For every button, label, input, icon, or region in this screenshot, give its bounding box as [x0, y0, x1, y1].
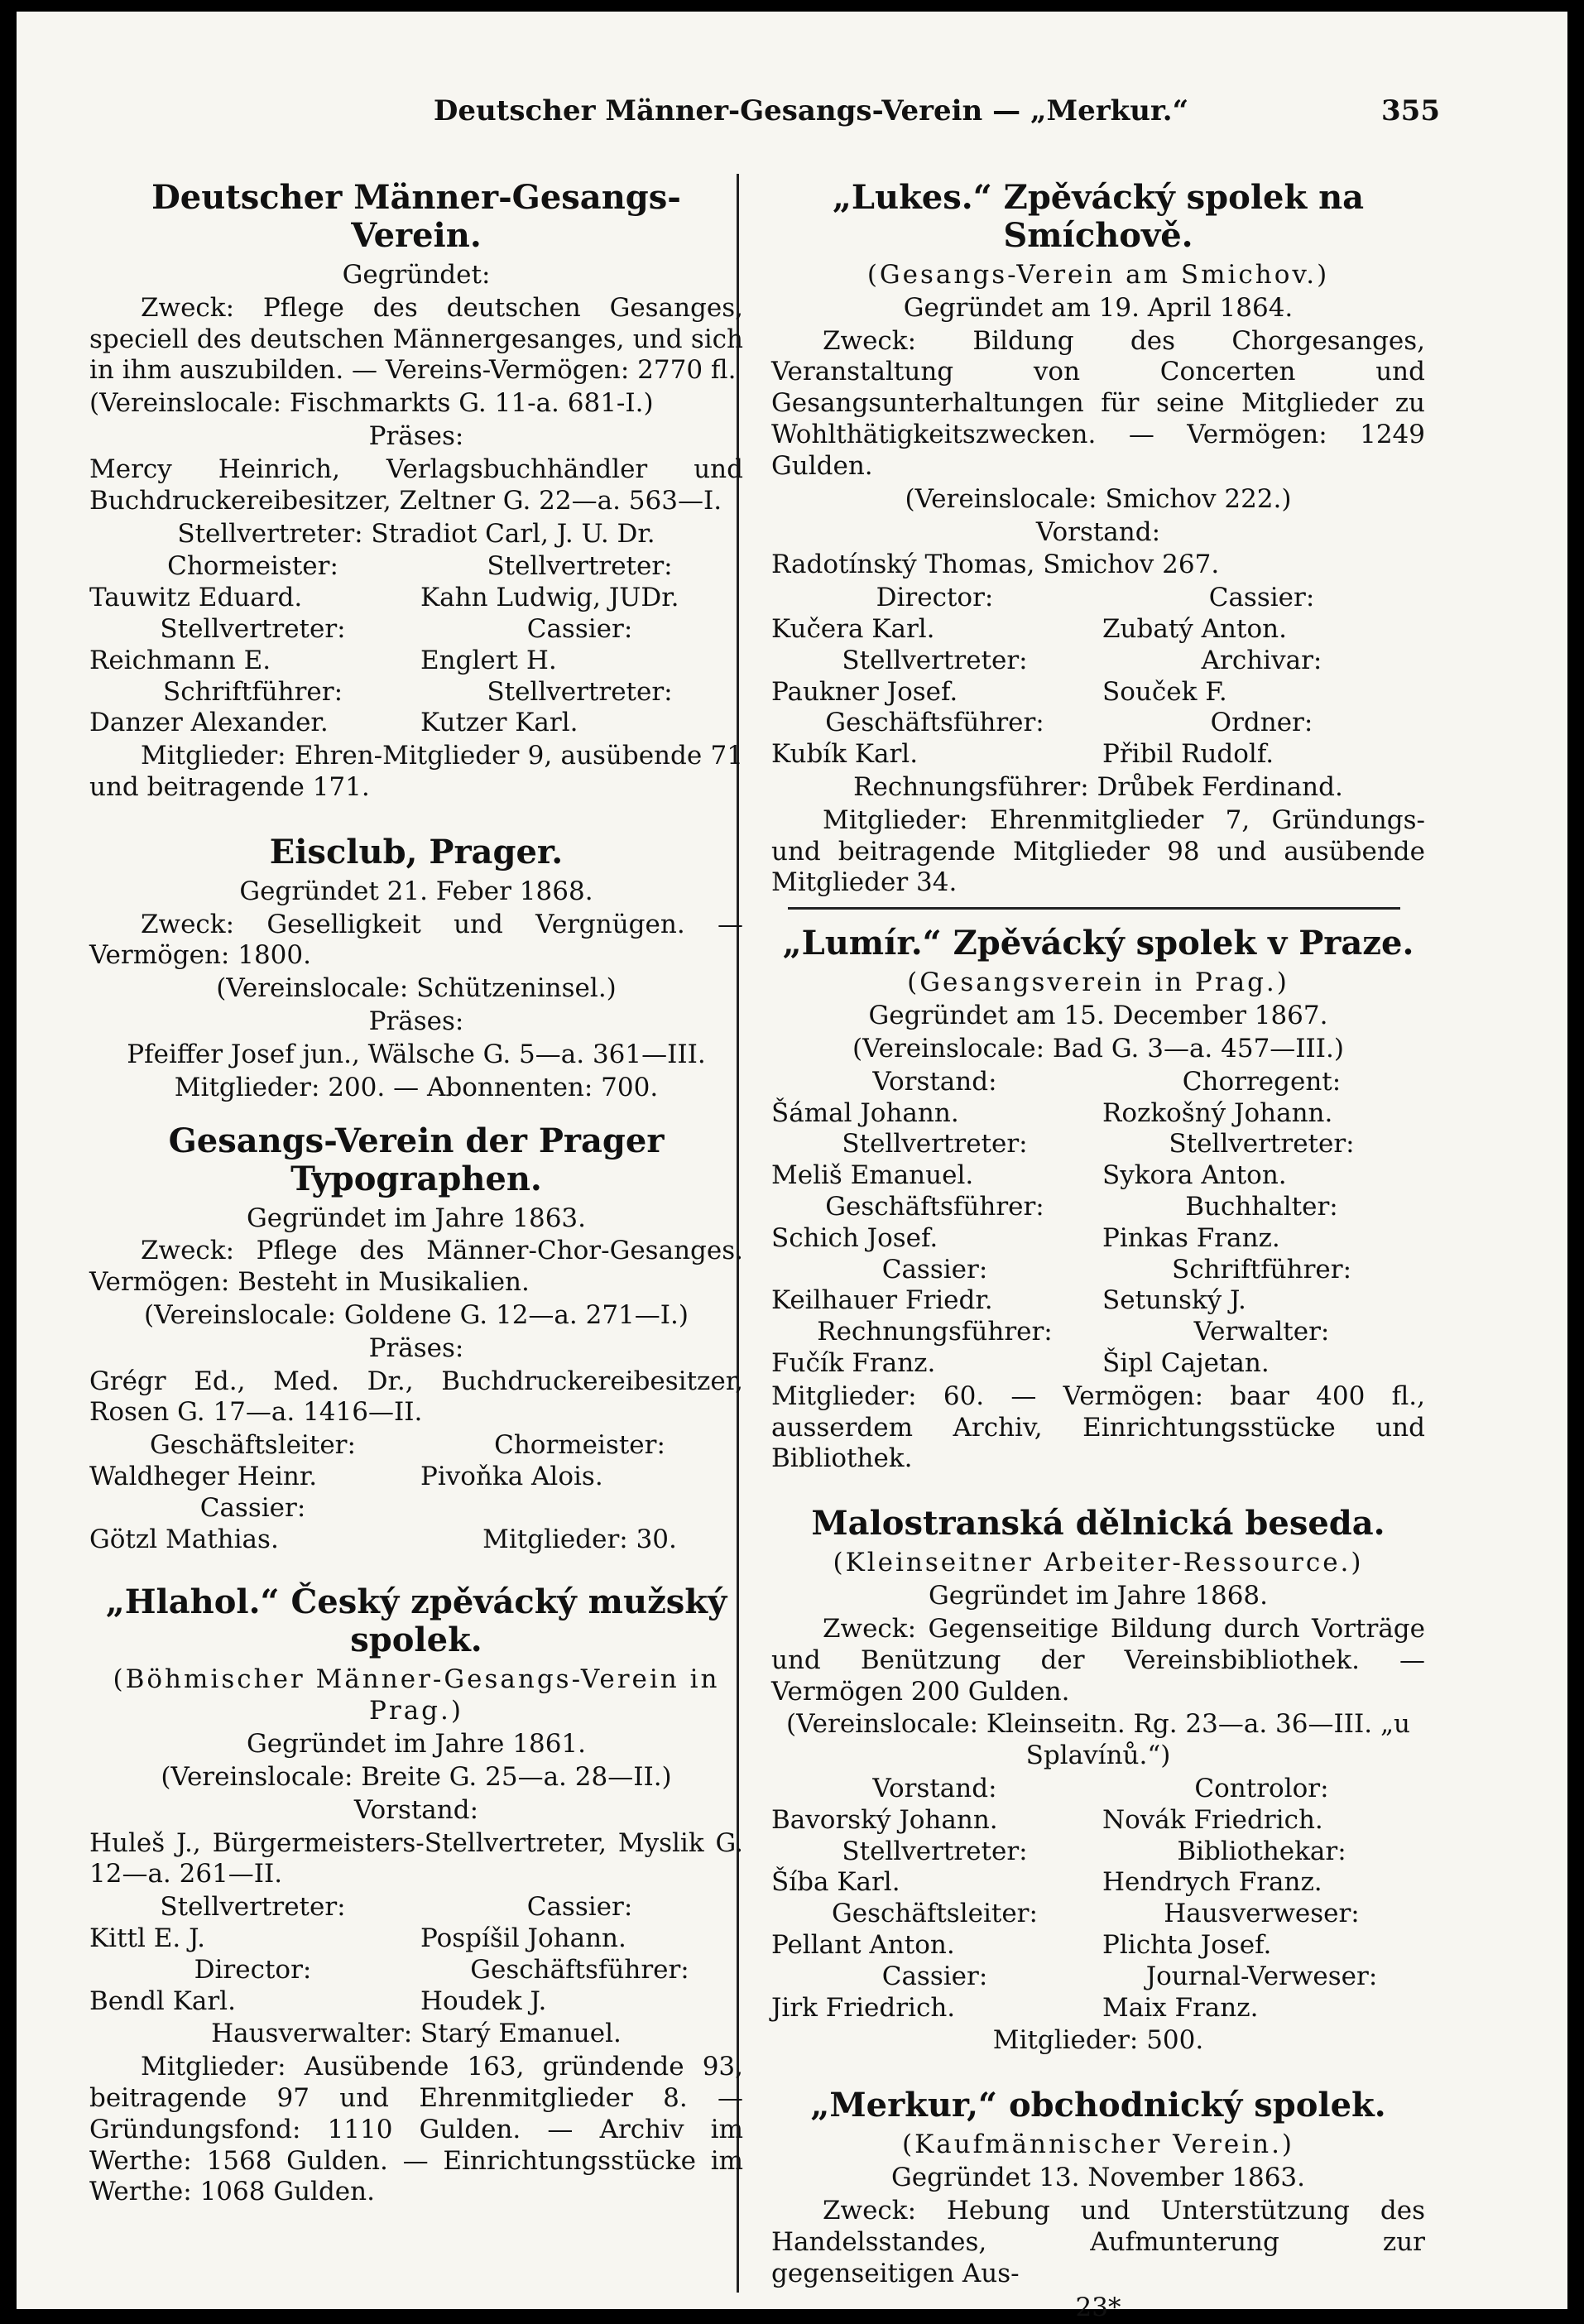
- officer-label: Controlor:: [1194, 1773, 1329, 1803]
- officer-name: Přibil Rudolf.: [1102, 739, 1274, 770]
- officer-label: Stellvertreter:: [487, 551, 673, 582]
- officer-label: Archivar:: [1201, 645, 1322, 675]
- officer-row: [89, 1986, 743, 2018]
- founded: Gegründet im Jahre 1863.: [246, 1203, 586, 1233]
- vorstand: Radotínský Thomas, Smichov 267.: [771, 550, 1220, 580]
- founded: Gegründet im Jahre 1868.: [928, 1581, 1268, 1611]
- praeses-label: Präses:: [368, 421, 464, 452]
- signature-mark: 23*: [1075, 2293, 1121, 2323]
- section-merkur: [771, 2086, 1425, 2324]
- subtitle: (Böhmischer Männer-Gesangs-Verein in Prag.): [113, 1664, 720, 1726]
- officer-label: Schriftführer:: [1171, 1254, 1352, 1284]
- officer-row: [771, 708, 1425, 739]
- officer-row: [89, 1462, 743, 1493]
- officer-name: Kahn Ludwig, JUDr.: [420, 583, 679, 613]
- officer-row: [89, 583, 743, 614]
- officer-label: Vorstand:: [872, 1066, 997, 1097]
- officer-row: [771, 1867, 1425, 1899]
- officer-row: [771, 1192, 1425, 1223]
- officer-label: Cassier:: [1208, 583, 1315, 613]
- zweck: Zweck: Hebung und Unterstützung des Handelsstandes, Aufmunterung zur gegenseitigen Aus-: [771, 2195, 1425, 2288]
- officer-row: [89, 1892, 743, 1923]
- officer-row: [89, 708, 743, 739]
- mitglieder: Mitglieder: 500.: [992, 2025, 1204, 2056]
- officer-name: Šíba Karl.: [771, 1867, 900, 1898]
- officer-label: Vorstand:: [872, 1773, 997, 1803]
- officer-name: Houdek J.: [420, 1985, 547, 2016]
- officer-name: Kutzer Karl.: [420, 708, 578, 738]
- officer-name: Waldheger Heinr.: [89, 1462, 318, 1491]
- section-title: Eisclub, Prager.: [269, 832, 564, 872]
- officer-name: Danzer Alexander.: [89, 708, 329, 738]
- section-title: „Hlahol.“ Český zpěvácký mužský spolek.: [105, 1582, 727, 1660]
- officer-name: Schich Josef.: [771, 1222, 938, 1253]
- mitglieder: Mitglieder: 200. — Abonnenten: 700.: [174, 1072, 659, 1102]
- zweck: Zweck: Pflege des deutschen Gesanges, speciell des deutschen Männergesanges, und sich in ihm auszubilden. — Vereins-Vermögen: 2770 fl.: [89, 292, 743, 386]
- officer-label: Verwalter:: [1193, 1317, 1330, 1347]
- officer-label: Bibliothekar:: [1177, 1836, 1346, 1866]
- officer-row: [771, 614, 1425, 646]
- section-rule: [788, 907, 1400, 910]
- officer-name: Rozkošný Johann.: [1102, 1097, 1333, 1128]
- officer-row: [771, 1805, 1425, 1837]
- officer-name: Pospíšil Johann.: [420, 1923, 626, 1953]
- praeses: Pfeiffer Josef jun., Wälsche G. 5—a. 361—III.: [127, 1039, 706, 1069]
- officer-row: [771, 1098, 1425, 1130]
- officer-row: [89, 1923, 743, 1955]
- officer-label: Stellvertreter:: [487, 676, 673, 707]
- officer-name: Jirk Friedrich.: [771, 1992, 956, 2023]
- mitglieder: Mitglieder: Ausübende 163, gründende 93, beitragende 97 und Ehrenmitglieder 8. — Gründungsfond: 1110 Gulden. — Archiv im Werthe: 1568 Gulden. — Einrichtungsstücke im Werthe: 1068 Gulden.: [89, 2052, 743, 2207]
- founded: Gegründet 21. Feber 1868.: [239, 876, 593, 906]
- subtitle: (Gesangsverein in Prag.): [907, 968, 1289, 998]
- praeses: Mercy Heinrich, Verlagsbuchhändler und Buchdruckereibesitzer, Zeltner G. 22—a. 563—I.: [89, 454, 743, 516]
- mitglieder: Mitglieder: Ehren-Mitglieder 9, ausübende 71 und beitragende 171.: [89, 741, 743, 802]
- officer-label: Chormeister:: [167, 551, 338, 582]
- locale: (Vereinslocale: Smichov 222.): [905, 483, 1292, 514]
- officer-row: [771, 1774, 1425, 1805]
- officer-row: [89, 614, 743, 646]
- locale: (Vereinslocale: Schützeninsel.): [216, 973, 617, 1004]
- officer-name: Šipl Cajetan.: [1102, 1348, 1270, 1378]
- officer-label: Geschäftsführer:: [825, 708, 1044, 738]
- officer-label: Cassier:: [526, 613, 633, 644]
- left-column: [89, 174, 743, 2210]
- officer-row: [771, 1160, 1425, 1192]
- subtitle: (Kaufmännischer Verein.): [901, 2130, 1295, 2160]
- section-title: „Lukes.“ Zpěvácký spolek na Smíchově.: [832, 178, 1365, 255]
- officer-label: Director:: [876, 583, 994, 613]
- officer-name: Maix Franz.: [1102, 1992, 1259, 2023]
- section-lukes: [771, 179, 1425, 899]
- officer-name: Paukner Josef.: [771, 676, 958, 707]
- officer-label: Stellvertreter:: [160, 1892, 346, 1923]
- vorstand-label: Vorstand:: [1035, 516, 1161, 547]
- locale: (Vereinslocale: Goldene G. 12—a. 271—I.): [144, 1299, 689, 1330]
- officer-name: Setunský J.: [1102, 1285, 1246, 1316]
- right-column: [771, 174, 1425, 2324]
- zweck: Zweck: Pflege des Männer-Chor-Gesanges. Vermögen: Besteht in Musikalien.: [89, 1236, 743, 1298]
- officer-name: Englert H.: [420, 645, 557, 675]
- running-head-title: Deutscher Männer-Gesangs-Verein — „Merkur.“: [433, 94, 1189, 127]
- officer-name: Pellant Anton.: [771, 1930, 955, 1960]
- officer-row: [771, 1899, 1425, 1930]
- officer-label: Geschäftsleiter:: [150, 1430, 356, 1461]
- founded: Gegründet 13. November 1863.: [890, 2163, 1305, 2193]
- officer-label: Stellvertreter:: [842, 1836, 1028, 1866]
- officer-name: Tauwitz Eduard.: [89, 583, 303, 613]
- officer-name: Bendl Karl.: [89, 1985, 236, 2016]
- officer-label: Schriftführer:: [162, 676, 343, 707]
- officer-name: Hendrych Franz.: [1102, 1867, 1322, 1898]
- officer-row: [89, 1955, 743, 1986]
- officer-row: [771, 1961, 1425, 1993]
- officer-row: [89, 1493, 743, 1525]
- officer-name: Pinkas Franz.: [1102, 1222, 1280, 1253]
- officer-name: Sykora Anton.: [1102, 1160, 1287, 1191]
- officer-label: Stellvertreter:: [842, 645, 1028, 675]
- officer-row: [89, 677, 743, 708]
- officer-row: [771, 1223, 1425, 1255]
- officer-label: Geschäftsleiter:: [832, 1899, 1038, 1929]
- officer-label: Chormeister:: [494, 1430, 665, 1461]
- officer-row: [771, 646, 1425, 677]
- section-eisclub: [89, 833, 743, 1104]
- officer-label: Stellvertreter:: [160, 613, 346, 644]
- officer-row: [771, 739, 1425, 771]
- section-dmgv: [89, 179, 743, 804]
- running-head: [265, 94, 1440, 127]
- section-lumir: [771, 924, 1425, 1475]
- section-title: „Merkur,“ obchodnický spolek.: [810, 2086, 1386, 2125]
- locale: (Vereinslocale: Kleinseitn. Rg. 23—a. 36—III. „u Splavínů.“): [786, 1709, 1410, 1771]
- section-hlahol: [89, 1583, 743, 2208]
- mitglieder: Mitglieder: 30.: [482, 1524, 677, 1554]
- officer-row: [771, 1285, 1425, 1317]
- officer-label: Cassier:: [881, 1961, 988, 1991]
- officer-row: [89, 1525, 743, 1556]
- locale: (Vereinslocale: Breite G. 25—a. 28—II.): [161, 1761, 672, 1792]
- section-title: Gesangs-Verein der Prager Typographen.: [168, 1121, 665, 1198]
- officer-label: Journal-Verweser:: [1145, 1961, 1378, 1991]
- officer-row: [771, 1837, 1425, 1868]
- officer-name: Kučera Karl.: [771, 613, 935, 644]
- praeses-label: Präses:: [368, 1006, 464, 1037]
- page: [17, 12, 1567, 2323]
- officer-label: Buchhalter:: [1185, 1191, 1338, 1222]
- praeses-label: Präses:: [368, 1332, 464, 1363]
- hausverwalter: Hausverwalter: Starý Emanuel.: [211, 2019, 622, 2049]
- founded: Gegründet am 19. April 1864.: [903, 292, 1294, 323]
- officer-label: Ordner:: [1210, 708, 1313, 738]
- section-title: Deutscher Männer-Gesangs-Verein.: [151, 178, 681, 255]
- subtitle: (Gesangs-Verein am Smichov.): [866, 260, 1330, 290]
- officer-row: [771, 1348, 1425, 1380]
- officer-name: Bavorský Johann.: [771, 1804, 998, 1835]
- officer-name: Reichmann E.: [89, 645, 271, 675]
- officer-row: [771, 1129, 1425, 1160]
- officer-name: Zubatý Anton.: [1102, 613, 1287, 644]
- zweck: Zweck: Geselligkeit und Vergnügen. — Vermögen: 1800.: [89, 909, 743, 971]
- officer-row: [771, 1067, 1425, 1098]
- officer-row: [771, 1317, 1425, 1348]
- officer-row: [771, 1993, 1425, 2024]
- section-malostranska: [771, 1505, 1425, 2057]
- officer-name: Souček F.: [1102, 676, 1227, 707]
- officer-name: Keilhauer Friedr.: [771, 1285, 993, 1316]
- rechnungsfuehrer: Rechnungsführer: Drůbek Ferdinand.: [853, 772, 1343, 802]
- officer-name: Meliš Emanuel.: [771, 1160, 974, 1191]
- officer-name: Šámal Johann.: [771, 1097, 959, 1128]
- mitglieder: Mitglieder: Ehrenmitglieder 7, Gründungs- und beitragende Mitglieder 98 und ausübende Mitglieder 34.: [771, 804, 1425, 898]
- officer-name: Pivoňka Alois.: [420, 1462, 603, 1491]
- officer-name: Kubík Karl.: [771, 739, 919, 770]
- officer-label: Director:: [194, 1954, 312, 1985]
- officer-label: Geschäftsführer:: [470, 1954, 689, 1985]
- officer-label: Cassier:: [526, 1892, 633, 1923]
- officer-name: Fučík Franz.: [771, 1348, 936, 1378]
- locale: (Vereinslocale: Bad G. 3—a. 457—III.): [852, 1033, 1344, 1064]
- officer-label: Geschäftsführer:: [825, 1191, 1044, 1222]
- zweck: Zweck: Bildung des Chorgesanges, Veranstaltung von Concerten und Gesangsunterhaltungen für seine Mitglieder zu Wohlthätigkeitszwecken. — Vermögen: 1249 Gulden.: [771, 325, 1425, 481]
- officer-row: [771, 583, 1425, 614]
- vorstand: Huleš J., Bürgermeisters-Stellvertreter, Myslik G. 12—a. 261—II.: [89, 1827, 743, 1889]
- officer-label: Chorregent:: [1182, 1066, 1342, 1097]
- section-title: Malostranská dělnická beseda.: [811, 1504, 1385, 1544]
- officer-row: [89, 646, 743, 677]
- officer-label: Hausverweser:: [1164, 1899, 1360, 1929]
- officer-label: Cassier:: [881, 1254, 988, 1284]
- section-typographen: [89, 1122, 743, 1556]
- officer-row: [771, 1255, 1425, 1286]
- founded: Gegründet:: [342, 260, 491, 290]
- subtitle: (Kleinseitner Arbeiter-Ressource.): [833, 1548, 1364, 1578]
- officer-label: Cassier:: [199, 1492, 306, 1523]
- officer-row: [771, 677, 1425, 708]
- officer-row: [771, 1930, 1425, 1961]
- page-number: 355: [1381, 94, 1440, 127]
- officer-row: [89, 1430, 743, 1462]
- officer-label: Stellvertreter:: [842, 1129, 1028, 1160]
- vorstand-label: Vorstand:: [353, 1794, 479, 1825]
- officer-label: Rechnungsführer:: [817, 1317, 1053, 1347]
- officer-name: Plichta Josef.: [1102, 1930, 1272, 1960]
- founded: Gegründet am 15. December 1867.: [868, 1001, 1328, 1031]
- founded: Gegründet im Jahre 1861.: [246, 1729, 586, 1760]
- mitglieder: Mitglieder: 60. — Vermögen: baar 400 fl., ausserdem Archiv, Einrichtungsstücke und Bibliothek.: [771, 1380, 1425, 1474]
- praeses: Grégr Ed., Med. Dr., Buchdruckereibesitzer, Rosen G. 17—a. 1416—II.: [89, 1366, 743, 1428]
- stellvertreter: Stellvertreter: Stradiot Carl, J. U. Dr.: [177, 518, 655, 549]
- officer-name: Götzl Mathias.: [89, 1524, 279, 1554]
- officer-row: [89, 551, 743, 583]
- officer-label: Stellvertreter:: [1169, 1129, 1355, 1160]
- section-title: „Lumír.“ Zpěvácký spolek v Praze.: [782, 924, 1414, 963]
- officer-name: Kittl E. J.: [89, 1923, 205, 1953]
- locale: (Vereinslocale: Fischmarkts G. 11-a. 681-I.): [89, 388, 654, 419]
- officer-name: Novák Friedrich.: [1102, 1804, 1323, 1835]
- zweck: Zweck: Gegenseitige Bildung durch Vorträge und Benützung der Vereinsbibliothek. — Vermögen 200 Gulden.: [771, 1613, 1425, 1707]
